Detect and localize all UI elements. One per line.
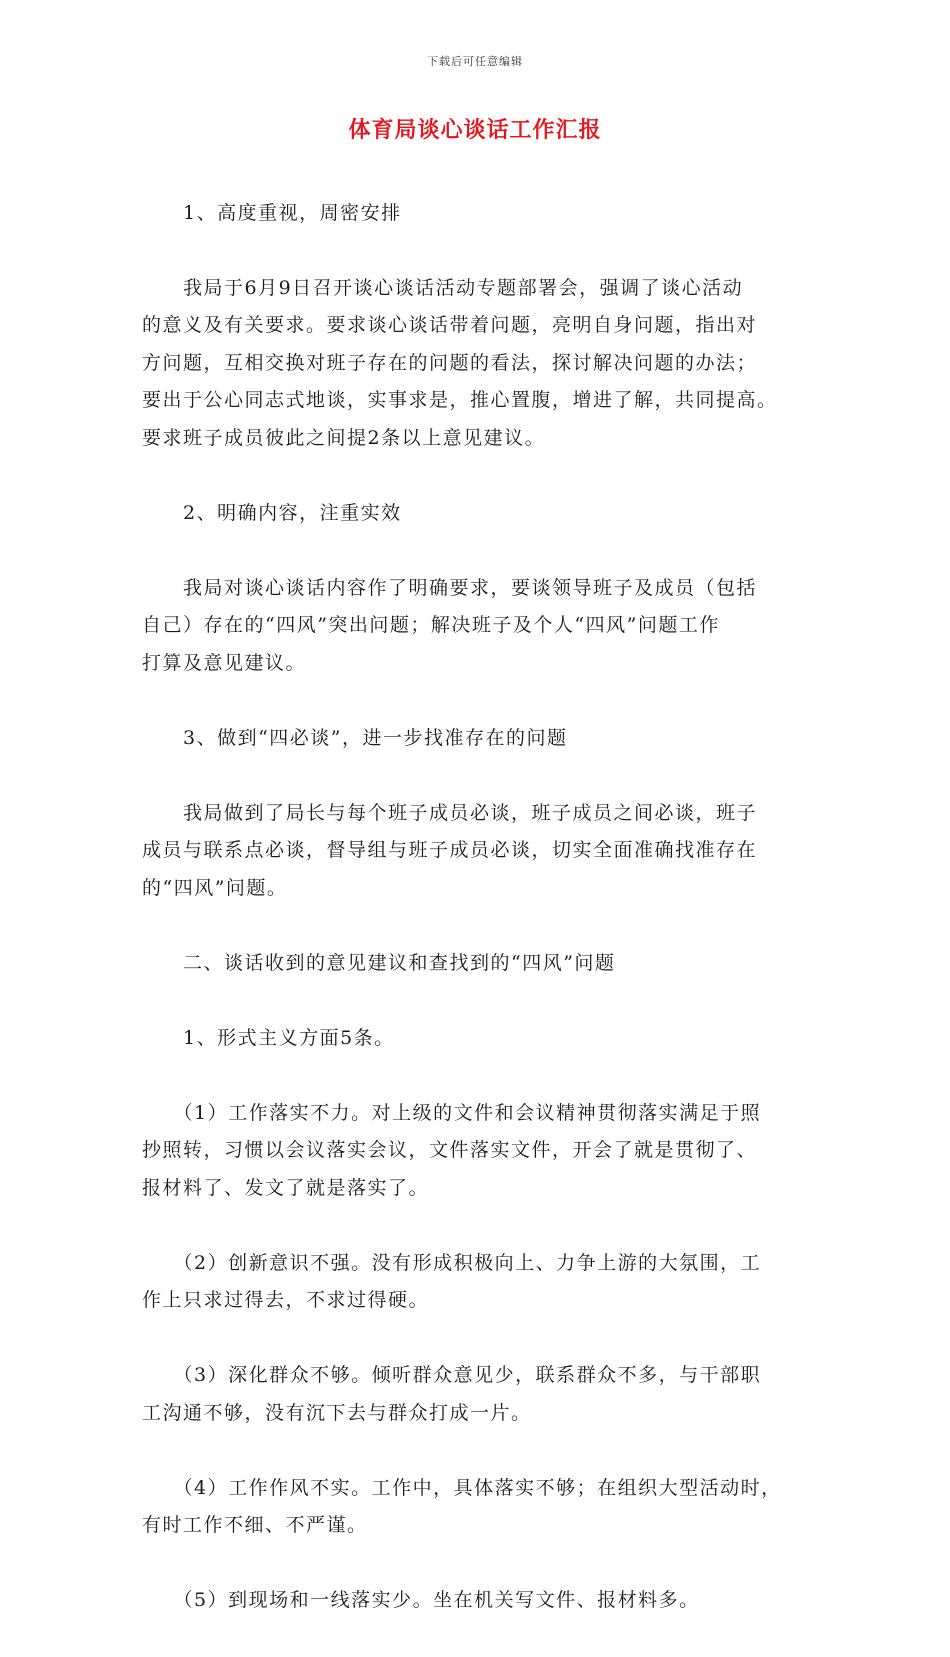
body-paragraph-3: 我局做到了局长与每个班子成员必谈，班子成员之间必谈，班子 成员与联系点必谈，督导组与班子成员必谈，切实全面准确找准存在 的“四风”问题。 [142,801,758,899]
list-item-1: （1）工作落实不力。对上级的文件和会议精神贯彻落实满足于照 抄照转，习惯以会议落实会议，文件落实文件，开会了就是贯彻了、 报材料了、发文了就是落实了。 [142,1101,762,1199]
body-paragraph-1: 我局于6月9日召开谈心谈话活动专题部署会，强调了谈心活动 的意义及有关要求。要求谈心谈话带着问题，亮明自身问题，指出对 方问题，互相交换对班子存在的问题的看法，探讨解决问题的办法； 要出于公心同志式地谈，实事求是，推心置腹，增进了解，共同提高。 要求班子成员彼此之间提2条以上意见建议。 [142,276,778,449]
document-title: 体育局谈心谈话工作汇报 [348,117,602,143]
section-heading-2: 2、明确内容，注重实效 [142,501,402,524]
subsection-heading-formalism: 1、形式主义方面5条。 [142,1026,395,1049]
section-heading-3: 3、做到“四必谈”，进一步找准存在的问题 [142,726,568,749]
body-paragraph-2: 我局对谈心谈话内容作了明确要求，要谈领导班子及成员（包括 自己）存在的“四风”突出问题；解决班子及个人“四风”问题工作 打算及意见建议。 [142,576,758,674]
document-body [142,157,832,1657]
section-heading-1: 1、高度重视，周密安排 [142,201,402,224]
list-item-2: （2）创新意识不强。没有形成积极向上、力争上游的大氛围，工 作上只求过得去，不求过得硬。 [142,1251,762,1311]
list-item-5: （5）到现场和一线落实少。坐在机关写文件、报材料多。 [142,1589,700,1611]
list-item-3: （3）深化群众不够。倾听群众意见少，联系群众不多，与干部职 工沟通不够，没有沉下去与群众打成一片。 [142,1364,762,1424]
major-section-heading-2: 二、谈话收到的意见建议和查找到的“四风”问题 [142,951,616,974]
page-header-note: 下载后可任意编辑 [427,55,523,68]
list-item-4: （4）工作作风不实。工作中，具体落实不够；在组织大型活动时， 有时工作不细、不严谨。 [142,1476,782,1536]
